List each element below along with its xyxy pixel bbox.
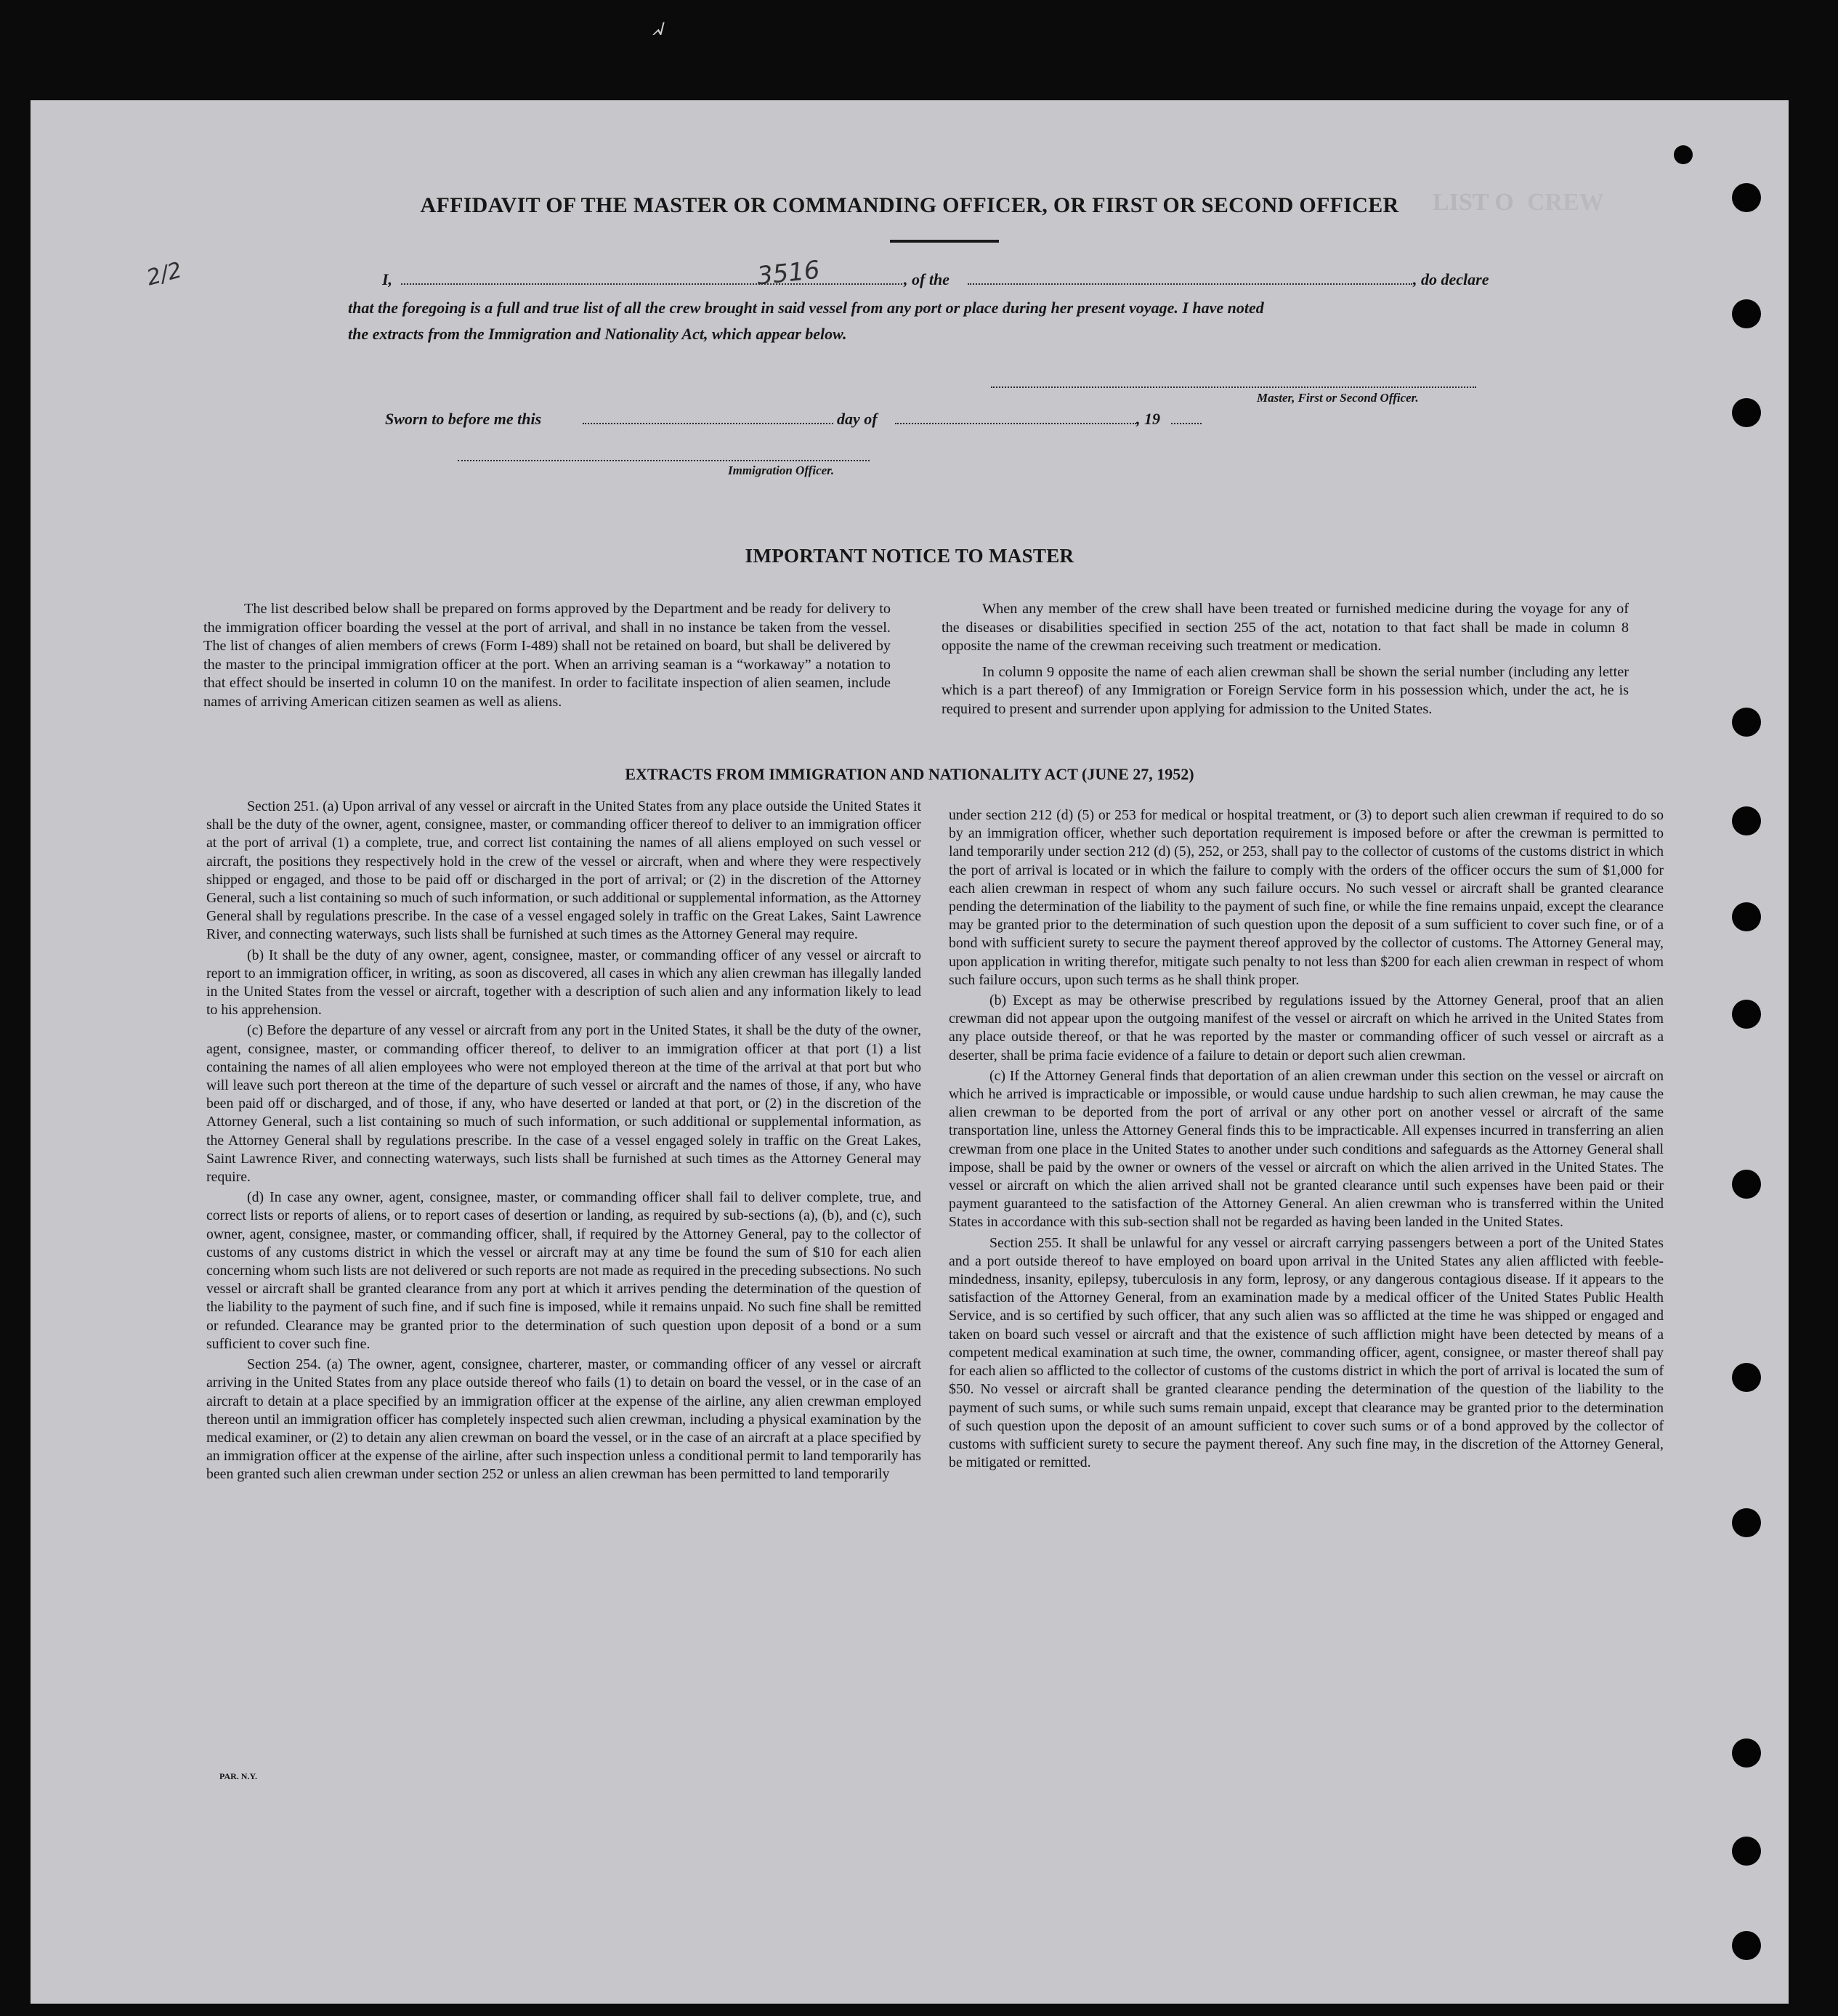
bleed-through-text: CREW: [1527, 189, 1604, 216]
sworn-month-field[interactable]: [895, 423, 1136, 424]
ink-speck: [1674, 145, 1693, 164]
notice-right-paragraph-2: In column 9 opposite the name of each alien crewman shall be shown the serial number (including any letter which is a part thereof) of any Immigration or Foreign Service form in his possession which, under the act, he is required to present and surrender upon applying for admission to the United States.: [942, 663, 1629, 717]
section-254-a-continued: under section 212 (d) (5) or 253 for medical or hospital treatment, or (3) to deport such alien crewman if required to do so by an immigration officer, whether such deportation requirement is imposed before or after the crewman is permitted to land temporarily under section 212 (d) (5), 252, or 253, shall pay to the collector of customs of the customs district in which the port of arrival is located or in which the failure to comply with the orders of the officer occurs the sum of $1,000 for each alien crewman in respect of whom any such failure occurs. No such vessel or aircraft shall be granted clearance pending the determination of the liability to the payment of such fine, or while the fine remains unpaid, except the clearance may be granted prior to the determination of such question upon the deposit of a sum sufficient to cover such fine, or of a bond with sufficient surety to secure the payment thereof approved by the collector of customs. The Attorney General may, upon application in writing therefor, mitigate such penalty to not less than $200 for each alien crewman in respect of whom such failure occurs, upon such terms as he shall think proper.: [949, 807, 1664, 988]
bleed-through-text: LIST O: [1433, 189, 1514, 216]
vessel-name-field[interactable]: [968, 283, 1412, 285]
section-251-a: Section 251. (a) Upon arrival of any vessel or aircraft in the United States from any place outside the United States it shall be the duty of the owner, agent, consignee, master, or commanding officer thereof to deliver to an immigration officer at the port of arrival (1) a complete, true, and correct list containing the names of all aliens employed on such vessel or aircraft, the positions they respectively hold in the crew of the vessel or aircraft, when and where they were respectively shipped or engaged, and those to be paid off or discharged in the port of arrival; or (2) in the discretion of the Attorney General, such a list containing so much of such information, or such additional or supplemental information, as the Attorney General shall by regulations prescribe. In the case of a vessel engaged solely in traffic on the Great Lakes, Saint Lawrence River, and connecting waterways, such lists shall be furnished at such times as the Attorney General may require.: [206, 798, 921, 943]
document-page: [31, 100, 1789, 2004]
notice-title: IMPORTANT NOTICE TO MASTER: [745, 545, 1074, 567]
margin-handwriting: 2/2: [144, 257, 185, 291]
officer-caption: Immigration Officer.: [728, 463, 835, 477]
section-254-c: (c) If the Attorney General finds that deportation of an alien crewman under this section on the vessel or aircraft on which he arrived is impracticable or impossible, or would cause undue hardship to such alien crewman, he may cause the alien crewman to be deported from the port of arrival or any other port on another vessel or aircraft of the same transportation line, unless the Attorney General finds this to be impracticable. All expenses incurred in transferring an alien crewman from one place in the United States to another under such conditions and safeguards as the Attorney General shall impose, shall be paid by the owner or owners of the vessel or aircraft on which the alien arrived in the United States. The vessel or aircraft on which the alien arrived shall not be granted clearance until such expenses have been paid or their payment guaranteed to the satisfaction of the Attorney General. An alien crewman who is transferred within the United States in accordance with this sub-section shall not be regarded as having been landed in the United States.: [949, 1067, 1664, 1231]
punch-hole: [1732, 1000, 1761, 1029]
signature-caption: Master, First or Second Officer.: [1257, 391, 1419, 405]
punch-hole: [1732, 1931, 1761, 1960]
punch-hole: [1732, 806, 1761, 835]
sworn-year-field[interactable]: [1171, 423, 1202, 424]
affidavit-declare-label: , do declare: [1413, 270, 1489, 288]
section-254-b: (b) Except as may be otherwise prescribed by regulations issued by the Attorney General, proof that an alien crewman did not appear upon the outgoing manifest of the vessel or aircraft on which he arrived in the United States from any place outside thereof, or that he was reported by the master or commanding officer of such vessel or aircraft as a deserter, shall be prima facie evidence of a failure to detain or deport such alien crewman.: [949, 992, 1664, 1064]
notice-right-paragraph-1: When any member of the crew shall have been treated or furnished medicine during the voyage for any of the diseases or disabilities specified in section 255 of the act, notation to that fact shall be made in column 8 opposite the name of the crewman receiving such treatment or medication.: [942, 601, 1629, 654]
punch-hole: [1732, 1363, 1761, 1392]
punch-hole: [1732, 398, 1761, 427]
punch-hole: [1732, 183, 1761, 212]
printer-mark: PAR. N.Y.: [219, 1771, 258, 1781]
notice-left-paragraph: The list described below shall be prepared on forms approved by the Department and be ready for delivery to the immigration officer boarding the vessel at the port of arrival, and shall in no instance be taken from the vessel. The list of changes of alien members of crews (Form I-489) shall not be retained on board, but shall be delivered by the master to the principal immigration officer at the port. When an arriving seaman is a “workaway” a notation to that effect should be inserted in column 10 on the manifest. In order to facilitate inspection of alien seamen, include names of arriving American citizen seamen as well as aliens.: [203, 601, 891, 710]
section-255: Section 255. It shall be unlawful for any vessel or aircraft carrying passengers between a port of the United States and a port outside thereof to have employed on board upon arrival in the United States any alien afflicted with feeble-mindedness, insanity, epilepsy, tuberculosis in any form, leprosy, or any dangerous contagious disease. If it appears to the satisfaction of the Attorney General, from an examination made by a medical officer of the United States Public Health Service, and is so certified by such officer, that any such alien was so afflicted at the time he was shipped or engaged and taken on board such vessel or aircraft and that the existence of such affliction might have been detected by means of a competent medical examination at such time, the owner, commanding officer, agent, consignee, or master thereof shall pay for each alien so afflicted to the collector of customs of the customs district in which the port of arrival is located the sum of $50. No vessel or aircraft shall be granted clearance pending the determination of the question of the liability to the payment of such sums, or while such sums remain unpaid, except that clearance may be granted prior to the determination of such question upon the deposit of an amount sufficient to cover such sums or of a bond approved by the collector of customs with sufficient surety to secure the payment thereof. Any such fine may, in the discretion of the Attorney General, be mitigated or remitted.: [949, 1234, 1664, 1471]
master-name-field[interactable]: [401, 283, 902, 285]
affidavit-of-the-label: , of the: [904, 270, 950, 288]
punch-hole: [1732, 1508, 1761, 1537]
notice-right-column: [942, 600, 1629, 721]
punch-hole: [1732, 708, 1761, 737]
sworn-day-field[interactable]: [583, 423, 833, 424]
notice-left-column: [203, 600, 891, 713]
title-rule: [890, 240, 999, 243]
punch-hole: [1732, 299, 1761, 328]
extracts-left-column: [206, 798, 921, 1486]
day-of-label: day of: [837, 410, 878, 428]
punch-hole: [1732, 1837, 1761, 1866]
punch-hole: [1732, 1738, 1761, 1768]
punch-hole: [1732, 1170, 1761, 1199]
extracts-right-column: [949, 806, 1664, 1474]
affidavit-i-label: I,: [382, 270, 393, 288]
top-scan-mark: ᖽ: [652, 19, 663, 39]
sworn-label: Sworn to before me this: [385, 410, 542, 428]
affidavit-title: AFFIDAVIT OF THE MASTER OR COMMANDING OFFICER, OR FIRST OR SECOND OFFICER: [420, 193, 1399, 217]
punch-hole: [1732, 902, 1761, 931]
section-254-a: Section 254. (a) The owner, agent, consignee, charterer, master, or commanding officer of any vessel or aircraft arriving in the United States from any place outside thereof who fails (1) to detain on board the vessel, or in the case of an aircraft to detain at a place specified by an immigration officer at the expense of the airline, any alien crewman employed thereon until an immigration officer has completely inspected such alien crewman, including a physical examination by the medical examiner, or (2) to detain any alien crewman on board the vessel, or in the case of an aircraft at a place specified by an immigration officer at the expense of the airline, after such inspection unless a conditional permit to land temporarily has been granted such alien crewman under section 252 or unless an alien crewman has been permitted to land temporarily: [206, 1356, 921, 1483]
signature-field[interactable]: [991, 386, 1476, 388]
extracts-title: EXTRACTS FROM IMMIGRATION AND NATIONALITY ACT (JUNE 27, 1952): [625, 765, 1194, 783]
section-251-c: (c) Before the departure of any vessel or aircraft from any port in the United States, it shall be the duty of the owner, agent, consignee, master, or commanding officer thereof, to deliver to an immigration officer at that port (1) a list containing the names of all alien employees who were not employed thereon at the time of the arrival at that port but who will leave such port thereon at the time of the departure of such vessel or aircraft and the names of those, if any, who have been paid off or discharged, and of those, if any, who have deserted or landed at that port, or (2) in the discretion of the Attorney General, such a list containing so much of such information, or such additional or supplemental information, as the Attorney General shall by regulations prescribe. In the case of a vessel engaged solely in traffic on the Great Lakes, Saint Lawrence River, and connecting waterways, such lists shall be furnished at such times as the Attorney General may require.: [206, 1022, 921, 1186]
officer-signature-field[interactable]: [458, 460, 870, 461]
section-251-b: (b) It shall be the duty of any owner, agent, consignee, master, or commanding officer of any vessel or aircraft to report to an immigration officer, in writing, as soon as discovered, all cases in which any alien crewman has illegally landed in the United States from the vessel or aircraft, together with a description of such alien and any information likely to lead to his apprehension.: [206, 947, 921, 1019]
handwritten-number: 3516: [756, 255, 822, 291]
affidavit-line-2: that the foregoing is a full and true list of all the crew brought in said vessel from any port or place during her present voyage. I have noted: [348, 299, 1264, 317]
year-prefix-label: , 19: [1136, 410, 1160, 428]
section-251-d: (d) In case any owner, agent, consignee, master, or commanding officer shall fail to deliver complete, true, and correct lists or reports of aliens, or to report cases of desertion or landing, as required by sub-sections (a), (b), and (c), such owner, agent, consignee, master, or commanding officer, shall, if required by the Attorney General, pay to the collector of customs of any customs district in which the vessel or aircraft may at any time be found the sum of $10 for each alien concerning whom such lists are not delivered or such reports are not made as required in the preceding subsections. No such vessel or aircraft shall be granted clearance from any port at which it arrives pending the determination of the question of the liability to the payment of such fine, and if such fine is imposed, while it remains unpaid. No such fine shall be remitted or refunded. Clearance may be granted prior to the determination of such question upon deposit of a bond or a sum sufficient to cover such fine.: [206, 1189, 921, 1352]
affidavit-line-3: the extracts from the Immigration and Nationality Act, which appear below.: [348, 325, 847, 343]
